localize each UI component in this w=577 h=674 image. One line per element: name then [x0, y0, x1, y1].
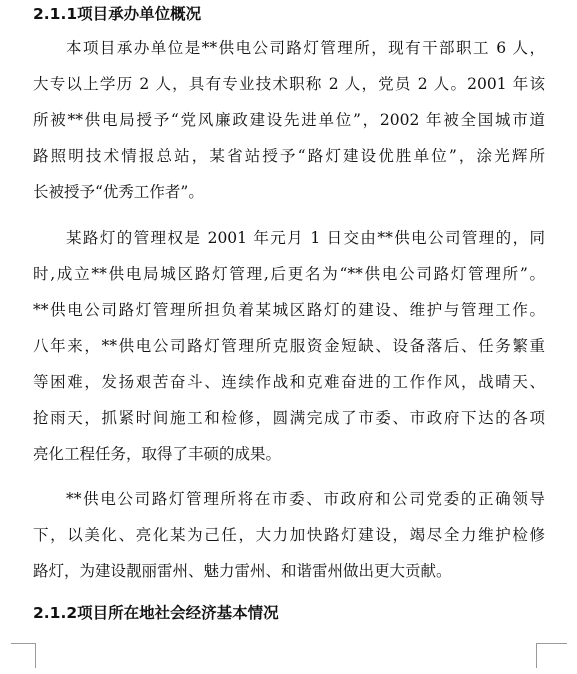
paragraph-1-line-3: 所被**供电局授予“党风廉政建设先进单位”，2002 年被全国城市道 — [33, 111, 545, 129]
paragraph-2-line-1: 某路灯的管理权是 2001 年元月 1 日交由**供电公司管理的，同 — [66, 229, 545, 247]
paragraph-1-line-4: 路照明技术情报总站，某省站授予“路灯建设优胜单位”，涂光辉所 — [33, 147, 545, 165]
paragraph-2-line-5: 等困难，发扬艰苦奋斗、连续作战和克难奋进的工作作风，战晴天、 — [33, 373, 545, 391]
paragraph-2-line-3: **供电公司路灯管理所担负着某城区路灯的建设、维护与管理工作。 — [33, 301, 545, 319]
paragraph-1-line-5: 长被授予“优秀工作者”。 — [33, 183, 204, 201]
crop-mark-bottom-left — [11, 643, 36, 668]
paragraph-2-line-2: 时,成立**供电局城区路灯管理,后更名为“**供电公司路灯管理所”。 — [33, 265, 545, 283]
crop-mark-bottom-right — [536, 643, 567, 668]
paragraph-1-line-2: 大专以上学历 2 人，具有专业技术职称 2 人，党员 2 人。2001 年该 — [33, 75, 545, 93]
paragraph-2-line-4: 八年来，**供电公司路灯管理所克服资金短缺、设备落后、任务繁重 — [33, 337, 545, 355]
section-heading-2-1-2: 2.1.2项目所在地社会经济基本情况 — [33, 604, 279, 622]
section-heading-2-1-1: 2.1.1项目承办单位概况 — [33, 5, 202, 23]
paragraph-3-line-1: **供电公司路灯管理所将在市委、市政府和公司党委的正确领导 — [66, 490, 545, 508]
paragraph-3-line-2: 下，以美化、亮化某为己任，大力加快路灯建设，竭尽全力维护检修 — [33, 526, 545, 544]
paragraph-2-line-7: 亮化工程任务，取得了丰硕的成果。 — [33, 445, 282, 463]
paragraph-3-line-3: 路灯，为建设靓丽雷州、魅力雷州、和谐雷州做出更大贡献。 — [33, 562, 452, 580]
paragraph-1-line-1: 本项目承办单位是**供电公司路灯管理所，现有干部职工 6 人， — [66, 39, 545, 57]
paragraph-2-line-6: 抢雨天，抓紧时间施工和检修，圆满完成了市委、市政府下达的各项 — [33, 409, 545, 427]
